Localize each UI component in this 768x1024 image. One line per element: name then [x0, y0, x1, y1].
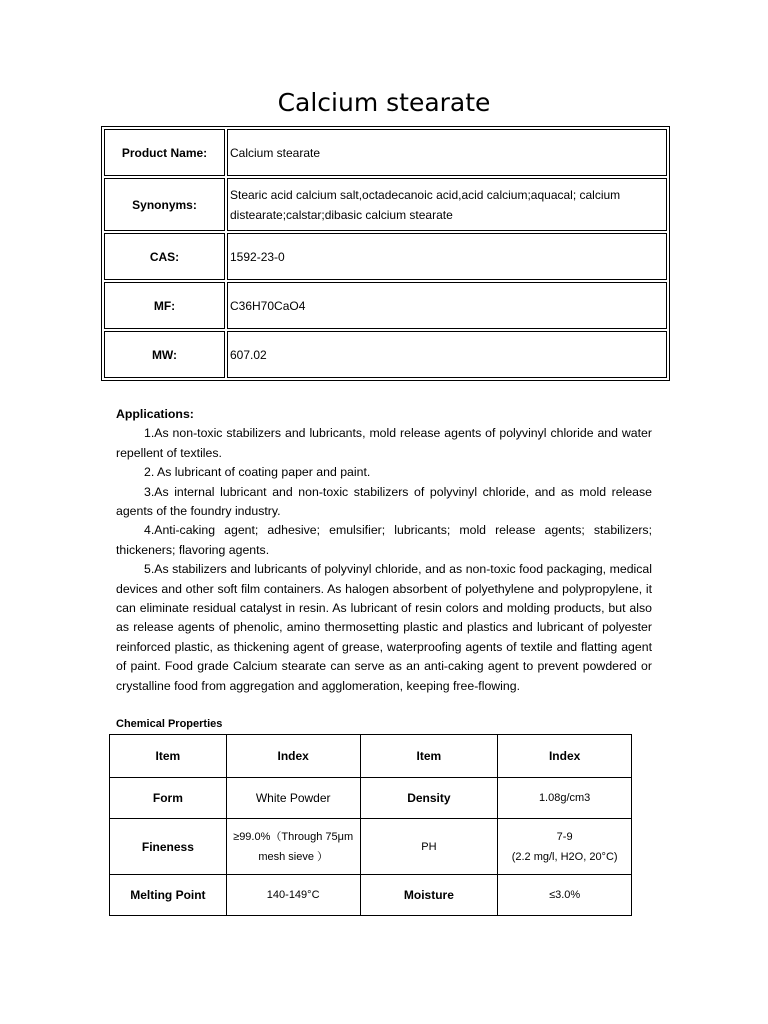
table-cell: Melting Point [110, 875, 227, 916]
application-item: 4.Anti-caking agent; adhesive; emulsifier; lubricants; mold release agents; stabilizers; thickeners; flavoring agents. [116, 523, 652, 557]
column-header: Item [110, 735, 227, 778]
applications-section [116, 405, 652, 696]
cas-label: CAS: [104, 233, 225, 280]
table-row [110, 875, 632, 916]
mf-value: C36H70CaO4 [227, 282, 667, 329]
table-row [104, 233, 667, 280]
product-name-label: Product Name: [104, 129, 225, 176]
table-cell: White Powder [226, 778, 360, 819]
table-cell: 7-9 (2.2 mg/l, H2O, 20°C) [498, 819, 632, 875]
application-item: 2. As lubricant of coating paper and paint. [144, 465, 371, 480]
table-row [110, 778, 632, 819]
table-cell: PH [360, 819, 498, 875]
application-item: 3.As internal lubricant and non-toxic stabilizers of polyvinyl chloride, and as mold release agents of the foundry industry. [116, 484, 652, 519]
mw-value: 607.02 [227, 331, 667, 378]
table-cell: 1.08g/cm3 [498, 778, 632, 819]
column-header: Item [360, 735, 498, 778]
cas-value: 1592-23-0 [227, 233, 667, 280]
product-info-table [101, 126, 670, 381]
table-cell: Density [360, 778, 498, 819]
column-header: Index [226, 735, 360, 778]
table-cell: Fineness [110, 819, 227, 875]
product-name-value: Calcium stearate [227, 129, 667, 176]
table-cell: Form [110, 778, 227, 819]
synonyms-value: Stearic acid calcium salt,octadecanoic acid,acid calcium;aquacal; calcium distearate;calstar;dibasic calcium stearate [227, 178, 667, 231]
chemical-properties-heading: Chemical Properties [116, 718, 223, 730]
table-header-row [110, 735, 632, 778]
table-cell: 140-149°C [226, 875, 360, 916]
applications-heading: Applications: [116, 407, 194, 421]
table-row [104, 331, 667, 378]
table-cell: Moisture [360, 875, 498, 916]
application-item: 5.As stabilizers and lubricants of polyvinyl chloride, and as non-toxic food packaging, medical devices and other soft film containers. As halogen absorbent of polyethylene and polypropylene, it can eliminate residual catalyst in resin. As lubricant of resin colors and molding products, but also as release agents of phenolic, amino thermosetting plastic and plastics and lubricant of polyester reinforced plastic, as thickening agent of grease, waterproofing agents of textile and flatting agent of paint. Food grade Calcium stearate can serve as an anti-caking agent to prevent powdered or crystalline food from aggregation and agglomeration, keeping free-flowing. [116, 562, 652, 693]
table-row [104, 282, 667, 329]
mw-label: MW: [104, 331, 225, 378]
chemical-properties-table [109, 734, 632, 916]
application-item: 1.As non-toxic stabilizers and lubricants, mold release agents of polyvinyl chloride and water repellent of textiles. [116, 426, 652, 460]
page-title: Calcium stearate [277, 88, 491, 117]
synonyms-label: Synonyms: [104, 178, 225, 231]
mf-label: MF: [104, 282, 225, 329]
table-row [110, 819, 632, 875]
table-row [104, 178, 667, 231]
table-cell: ≤3.0% [498, 875, 632, 916]
column-header: Index [498, 735, 632, 778]
table-cell: ≥99.0%（Through 75μm mesh sieve ） [226, 819, 360, 875]
table-row [104, 129, 667, 176]
